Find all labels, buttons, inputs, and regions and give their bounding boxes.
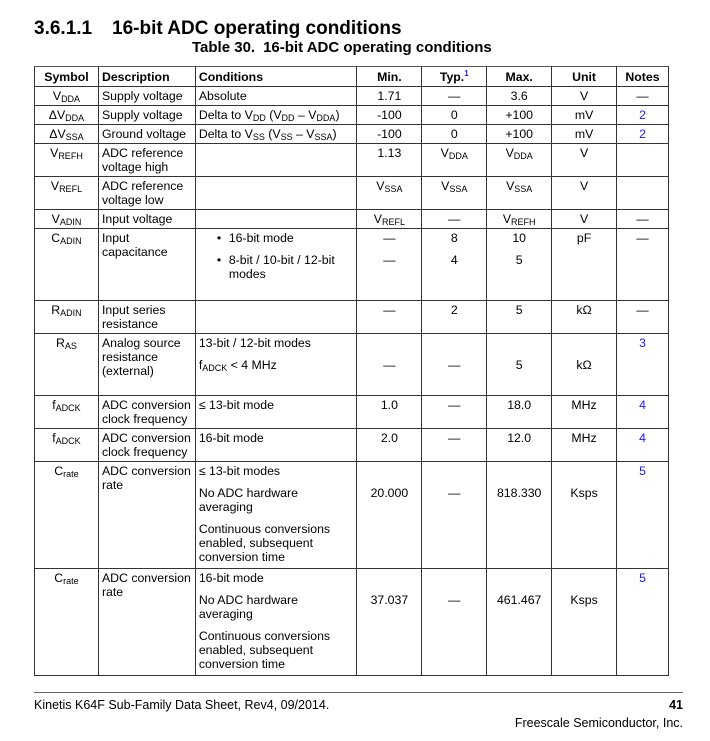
unit-cell: V [552, 210, 617, 229]
conditions-cell [195, 301, 357, 334]
notes-cell: — [617, 301, 669, 334]
typ-cell: 2 [422, 301, 487, 334]
max-cell: 818.330 [487, 462, 552, 569]
symbol-cell: $\Delta V_{SSA}$ [35, 125, 99, 144]
description-cell: Input series resistance [98, 301, 195, 334]
conditions-cell: 13-bit / 12-bit modes $f_{ADCK} < 4$ MHz [195, 334, 357, 396]
unit-cell: V [552, 87, 617, 106]
table-row [35, 106, 669, 125]
typ-cell: — [422, 87, 487, 106]
table-row [35, 334, 669, 396]
section-number: 3.6.1.1 [34, 18, 93, 39]
description-cell: Analog source resistance (external) [98, 334, 195, 396]
conditions-cell [195, 210, 357, 229]
typ-cell: — [422, 396, 487, 429]
min-cell: 37.037 [357, 569, 422, 676]
condition-bullet: • 8-bit / 10-bit / 12-bit modes [199, 253, 354, 281]
max-cell: 10 5 [487, 229, 552, 301]
table-row [35, 396, 669, 429]
header-description: Description [98, 67, 195, 87]
description-cell: Ground voltage [98, 125, 195, 144]
notes-cell: — [617, 210, 669, 229]
table-row [35, 177, 669, 210]
symbol-cell: $V_{DDA}$ [35, 87, 99, 106]
min-cell: — [357, 334, 422, 396]
min-cell: -100 [357, 125, 422, 144]
adc-conditions-table [34, 66, 669, 676]
min-cell: 1.71 [357, 87, 422, 106]
symbol-cell: $f_{ADCK}$ [35, 396, 99, 429]
table-row [35, 462, 669, 569]
condition-bullet: • 16-bit mode [199, 231, 354, 245]
max-cell: +100 [487, 125, 552, 144]
unit-cell: mV [552, 106, 617, 125]
footer-doc-title: Kinetis K64F Sub-Family Data Sheet, Rev4, 09/2014. [34, 698, 330, 712]
max-cell: 461.467 [487, 569, 552, 676]
symbol-cell: $V_{REFL}$ [35, 177, 99, 210]
note-link[interactable]: 5 [617, 462, 669, 569]
header-typ-label: Typ. [439, 70, 465, 84]
unit-cell: pF [552, 229, 617, 301]
unit-cell: MHz [552, 396, 617, 429]
table-row [35, 144, 669, 177]
symbol-cell: $f_{ADCK}$ [35, 429, 99, 462]
conditions-cell: Delta to $V_{DD}$ $(V_{DD} - V_{DDA})$ [195, 106, 357, 125]
header-conditions: Conditions [195, 67, 357, 87]
min-cell: 1.13 [357, 144, 422, 177]
max-cell: $V_{SSA}$ [487, 177, 552, 210]
typ-footnote-link[interactable]: 1 [464, 69, 469, 78]
typ-cell: — [422, 429, 487, 462]
description-cell: Input voltage [98, 210, 195, 229]
footer-divider [34, 692, 683, 693]
max-cell: 5 [487, 301, 552, 334]
conditions-cell [195, 144, 357, 177]
header-typ [422, 67, 487, 87]
description-cell: ADC conversion clock frequency [98, 396, 195, 429]
min-cell: 2.0 [357, 429, 422, 462]
table-row [35, 87, 669, 106]
conditions-cell: 16-bit mode No ADC hardware averaging Continuous conversions enabled, subsequent conversion time [195, 569, 357, 676]
unit-cell: Ksps [552, 569, 617, 676]
typ-cell: $V_{SSA}$ [422, 177, 487, 210]
typ-cell: 0 [422, 125, 487, 144]
conditions-cell: Delta to $V_{SS}$ $(V_{SS} - V_{SSA})$ [195, 125, 357, 144]
table-row [35, 210, 669, 229]
table-caption [192, 39, 492, 56]
unit-cell: kΩ [552, 301, 617, 334]
description-cell: Input capacitance [98, 229, 195, 301]
description-cell: ADC conversion rate [98, 462, 195, 569]
min-cell: $V_{REFL}$ [357, 210, 422, 229]
symbol-cell: $V_{REFH}$ [35, 144, 99, 177]
description-cell: Supply voltage [98, 87, 195, 106]
description-cell: ADC conversion rate [98, 569, 195, 676]
min-cell: — — [357, 229, 422, 301]
typ-cell: $V_{DDA}$ [422, 144, 487, 177]
max-cell: 12.0 [487, 429, 552, 462]
header-max: Max. [487, 67, 552, 87]
typ-cell: — [422, 462, 487, 569]
table-row [35, 301, 669, 334]
footer-company: Freescale Semiconductor, Inc. [514, 716, 683, 730]
min-cell: 20.000 [357, 462, 422, 569]
header-symbol: Symbol [35, 67, 99, 87]
notes-cell [617, 177, 669, 210]
min-cell: — [357, 301, 422, 334]
description-cell: Supply voltage [98, 106, 195, 125]
symbol-cell: $R_{AS}$ [35, 334, 99, 396]
symbol-cell: $R_{ADIN}$ [35, 301, 99, 334]
symbol-cell: $\Delta V_{DDA}$ [35, 106, 99, 125]
table-row [35, 429, 669, 462]
note-link[interactable]: 5 [617, 569, 669, 676]
symbol-cell: $V_{ADIN}$ [35, 210, 99, 229]
max-cell: 18.0 [487, 396, 552, 429]
conditions-cell: Absolute [195, 87, 357, 106]
conditions-cell: ≤ 13-bit modes No ADC hardware averaging Continuous conversions enabled, subsequent conversion time [195, 462, 357, 569]
unit-cell: MHz [552, 429, 617, 462]
typ-cell: — [422, 210, 487, 229]
notes-cell: — [617, 229, 669, 301]
min-cell: -100 [357, 106, 422, 125]
section-heading [34, 18, 402, 40]
table-row [35, 125, 669, 144]
unit-cell: V [552, 144, 617, 177]
header-notes: Notes [617, 67, 669, 87]
note-link[interactable]: 3 [617, 334, 669, 396]
description-cell: ADC conversion clock frequency [98, 429, 195, 462]
notes-cell: — [617, 87, 669, 106]
note-link[interactable]: 2 [617, 125, 669, 144]
max-cell: $V_{DDA}$ [487, 144, 552, 177]
conditions-cell [195, 177, 357, 210]
max-cell: 5 [487, 334, 552, 396]
header-min: Min. [357, 67, 422, 87]
unit-cell: Ksps [552, 462, 617, 569]
notes-cell [617, 144, 669, 177]
max-cell: +100 [487, 106, 552, 125]
section-title: 16-bit ADC operating conditions [112, 18, 402, 39]
page-number: 41 [669, 698, 683, 712]
conditions-cell [195, 229, 357, 301]
typ-cell: — [422, 569, 487, 676]
max-cell: $V_{REFH}$ [487, 210, 552, 229]
min-cell: 1.0 [357, 396, 422, 429]
table-header-row [35, 67, 669, 87]
table-row [35, 229, 669, 301]
symbol-cell: $C_{ADIN}$ [35, 229, 99, 301]
unit-cell: mV [552, 125, 617, 144]
max-cell: 3.6 [487, 87, 552, 106]
table-number: Table 30. [192, 39, 256, 56]
conditions-cell: 16-bit mode [195, 429, 357, 462]
typ-cell: — [422, 334, 487, 396]
min-cell: $V_{SSA}$ [357, 177, 422, 210]
note-link[interactable]: 4 [617, 396, 669, 429]
description-cell: ADC reference voltage low [98, 177, 195, 210]
conditions-cell: ≤ 13-bit mode [195, 396, 357, 429]
table-row [35, 569, 669, 676]
unit-cell: V [552, 177, 617, 210]
table-caption-title: 16-bit ADC operating conditions [263, 39, 492, 56]
note-link[interactable]: 4 [617, 429, 669, 462]
symbol-cell: $C_{rate}$ [35, 569, 99, 676]
typ-cell: 8 4 [422, 229, 487, 301]
typ-cell: 0 [422, 106, 487, 125]
note-link[interactable]: 2 [617, 106, 669, 125]
description-cell: ADC reference voltage high [98, 144, 195, 177]
header-unit: Unit [552, 67, 617, 87]
symbol-cell: $C_{rate}$ [35, 462, 99, 569]
unit-cell: kΩ [552, 334, 617, 396]
